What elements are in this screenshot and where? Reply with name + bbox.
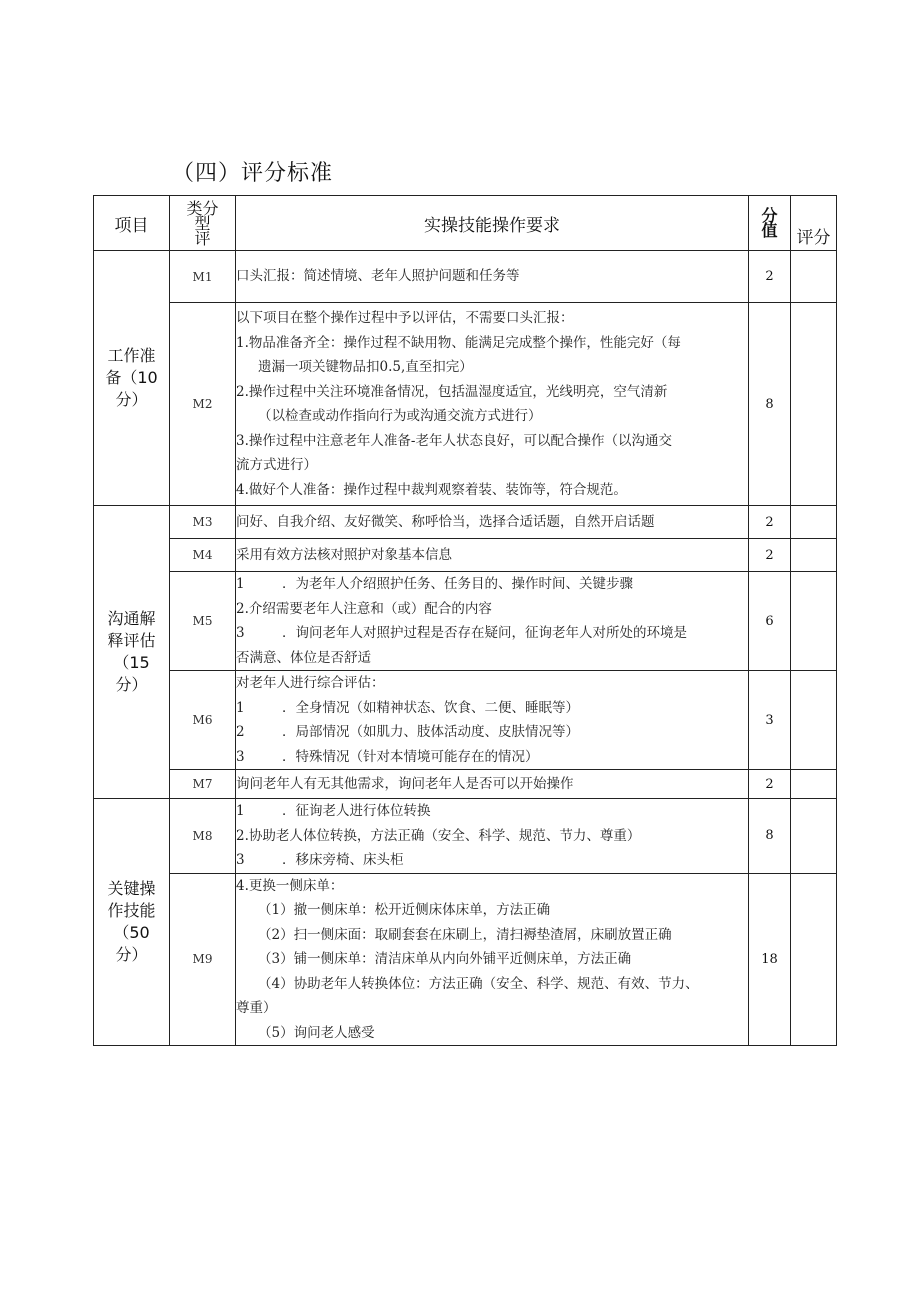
row-score: 3 (749, 671, 791, 770)
item-text: ．为老年人介绍照护任务、任务目的、操作时间、关键步骤 (282, 576, 633, 592)
requirement-line: （2）扫一侧床面：取刷套套在床刷上，清扫褥垫渣屑，床刷放置正确 (258, 926, 672, 943)
requirement-line (236, 799, 748, 824)
row-requirement (236, 799, 749, 874)
requirement-line: 遗漏一项关键物品扣0.5,直至扣完） (258, 359, 473, 375)
grade-cell[interactable] (791, 506, 837, 539)
section-name-line: 沟通解 (107, 609, 156, 628)
header-item: 项目 (94, 196, 170, 251)
item-text: ．询问老年人对照护过程是否存在疑问，征询老年人对所处的环境是 (282, 625, 687, 641)
requirement-line (236, 696, 748, 721)
requirement-line: 2.介绍需要老年人注意和（或）配合的内容 (236, 600, 492, 617)
item-text: ．移床旁椅、床头柜 (282, 852, 404, 868)
header-score-line: 值 (761, 221, 778, 240)
item-text: ．征询老人进行体位转换 (282, 803, 431, 819)
scoring-table (93, 195, 837, 1046)
requirement-line: 采用有效方法核对照护对象基本信息 (236, 546, 452, 563)
table-row (94, 506, 837, 539)
row-code: M5 (170, 572, 236, 671)
row-requirement (236, 671, 749, 770)
grade-cell[interactable] (791, 572, 837, 671)
section-title: （四）评分标准 (172, 161, 334, 186)
section-name-line: （50 (113, 923, 150, 942)
requirement-line: 否满意、体位是否舒适 (236, 649, 371, 666)
header-type-line: 型 (194, 213, 211, 233)
section-name (94, 251, 170, 506)
requirement-line (236, 572, 748, 597)
requirement-line: （1）撤一侧床单：松开近侧床体床单，方法正确 (258, 902, 551, 918)
row-requirement (236, 770, 749, 799)
section-name-line: 分） (115, 675, 148, 694)
row-code: M7 (170, 770, 236, 799)
requirement-line: 问好、自我介绍、友好微笑、称呼恰当，选择合适话题，自然开启话题 (236, 513, 655, 530)
table-header (94, 196, 837, 251)
item-text: ．特殊情况（针对本情境可能存在的情况） (282, 748, 539, 765)
row-code: M9 (170, 873, 236, 1046)
item-number: 3 (236, 852, 245, 868)
requirement-line: （3）铺一侧床单：清洁床单从内向外铺平近侧床单，方法正确 (258, 951, 632, 967)
row-score: 8 (749, 303, 791, 506)
header-type-line: 评 (194, 228, 211, 248)
header-score (749, 196, 791, 251)
requirement-line: 以下项目在整个操作过程中予以评估，不需要口头汇报： (236, 310, 574, 326)
row-code: M6 (170, 671, 236, 770)
row-requirement (236, 251, 749, 303)
requirement-line (236, 621, 748, 646)
requirement-line: （5）询问老人感受 (258, 1024, 375, 1041)
row-score: 8 (749, 799, 791, 874)
row-score: 18 (749, 873, 791, 1046)
grade-cell[interactable] (791, 799, 837, 874)
row-code: M1 (170, 251, 236, 303)
row-code: M8 (170, 799, 236, 874)
grade-cell[interactable] (791, 303, 837, 506)
requirement-line: 对老年人进行综合评估： (236, 675, 385, 691)
header-type-line: 类分 (186, 198, 219, 218)
row-requirement (236, 539, 749, 572)
grade-cell[interactable] (791, 770, 837, 799)
row-requirement (236, 873, 749, 1046)
grade-cell[interactable] (791, 539, 837, 572)
row-code: M3 (170, 506, 236, 539)
item-number: 3 (236, 625, 245, 641)
requirement-line: 流方式进行） (236, 457, 317, 473)
item-text: ．局部情况（如肌力、肢体活动度、皮肤情况等） (282, 724, 579, 740)
table-row (94, 539, 837, 572)
section-name-line: （15 (113, 653, 150, 672)
section-name-line: 释评估 (107, 631, 156, 650)
section-name-line: 工作准 (107, 346, 156, 365)
row-score: 2 (749, 770, 791, 799)
requirement-line: 3.操作过程中注意老年人准备-老年人状态良好，可以配合操作（以沟通交 (236, 432, 672, 449)
item-number: 1 (236, 803, 245, 819)
requirement-line: 4.更换一侧床单： (236, 877, 344, 894)
row-code: M4 (170, 539, 236, 572)
header-requirement: 实操技能操作要求 (236, 196, 749, 251)
row-score: 2 (749, 506, 791, 539)
requirement-line: 4.做好个人准备：操作过程中裁判观察着装、装饰等，符合规范。 (236, 481, 627, 498)
section-name-line: 备（10 (105, 368, 158, 387)
row-requirement (236, 506, 749, 539)
section-name-line: 分） (115, 390, 148, 409)
table-row (94, 303, 837, 506)
requirement-line: 口头汇报：简述情境、老年人照护问题和任务等 (236, 268, 520, 285)
row-requirement (236, 303, 749, 506)
requirement-line: 询问老年人有无其他需求，询问老年人是否可以开始操作 (236, 775, 574, 792)
header-type (170, 196, 236, 251)
grade-cell[interactable] (791, 671, 837, 770)
requirement-line: （以检查或动作指向行为或沟通交流方式进行） (258, 408, 542, 424)
item-number: 1 (236, 699, 245, 716)
requirement-line: 2.协助老人体位转换，方法正确（安全、科学、规范、节力、尊重） (236, 827, 641, 844)
requirement-line (236, 848, 748, 873)
section-name-line: 关键操 (107, 879, 156, 898)
table-row (94, 572, 837, 671)
header-grade: 评分 (791, 196, 837, 251)
requirement-line (236, 745, 748, 770)
grade-cell[interactable] (791, 251, 837, 303)
requirement-line (236, 720, 748, 745)
table-row (94, 671, 837, 770)
item-number: 3 (236, 748, 245, 765)
row-code: M2 (170, 303, 236, 506)
item-number: 2 (236, 724, 245, 740)
row-score: 6 (749, 572, 791, 671)
row-score: 2 (749, 539, 791, 572)
section-name (94, 799, 170, 1046)
table-row (94, 770, 837, 799)
row-requirement (236, 572, 749, 671)
grade-cell[interactable] (791, 873, 837, 1046)
row-score: 2 (749, 251, 791, 303)
table-row (94, 799, 837, 874)
requirement-line: 1.物品准备齐全：操作过程不缺用物、能满足完成整个操作，性能完好（每 (236, 334, 681, 351)
table-row (94, 873, 837, 1046)
table-row (94, 251, 837, 303)
requirement-line: 2.操作过程中关注环境准备情况，包括温湿度适宜，光线明亮，空气清新 (236, 383, 668, 400)
item-text: ．全身情况（如精神状态、饮食、二便、睡眠等） (282, 699, 579, 716)
section-name-line: 作技能 (107, 901, 156, 920)
header-score-line: 分 (761, 206, 778, 225)
section-name-line: 分） (115, 945, 148, 964)
requirement-line: （4）协助老年人转换体位：方法正确（安全、科学、规范、有效、节力、 (258, 975, 699, 992)
section-name (94, 506, 170, 799)
item-number: 1 (236, 576, 245, 592)
requirement-line: 尊重） (236, 1000, 277, 1016)
